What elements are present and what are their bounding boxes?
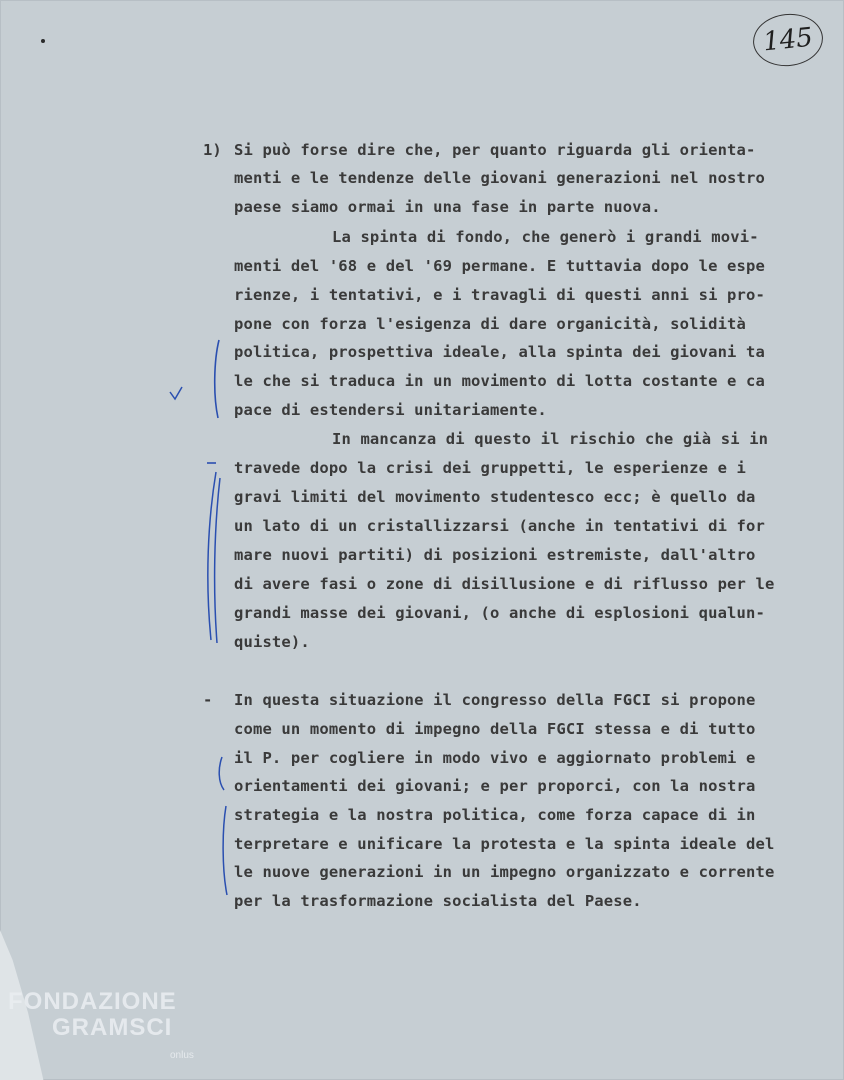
text-line: pone con forza l'esigenza di dare organicità, solidità (234, 315, 747, 333)
watermark-line-1: FONDAZIONE (8, 988, 177, 1015)
paragraph-marker: 1) (203, 141, 222, 159)
text-line: come un momento di impegno della FGCI stessa e di tutto (234, 720, 756, 738)
text-line: Si può forse dire che, per quanto riguarda gli orienta- (234, 141, 756, 159)
text-line: un lato di un cristallizzarsi (anche in tentativi di for (234, 517, 765, 535)
text-line: le che si traduca in un movimento di lotta costante e ca (234, 372, 765, 390)
text-line: il P. per cogliere in modo vivo e aggiornato problemi e (234, 749, 756, 767)
page-number: 145 (750, 10, 825, 69)
text-line: In mancanza di questo il rischio che già si in (332, 430, 769, 448)
text-line: paese siamo ormai in una fase in parte nuova. (234, 198, 661, 216)
text-line: strategia e la nostra politica, come forza capace di in (234, 806, 756, 824)
text-line: travede dopo la crisi dei gruppetti, le esperienze e i (234, 459, 747, 477)
text-line: mare nuovi partiti) di posizioni estremiste, dall'altro (234, 546, 756, 564)
text-line: pace di estendersi unitariamente. (234, 401, 547, 419)
text-line: menti del '68 e del '69 permane. E tuttavia dopo le espe (234, 257, 765, 275)
text-line: orientamenti dei giovani; e per proporci, con la nostra (234, 777, 756, 795)
text-line: politica, prospettiva ideale, alla spinta dei giovani ta (234, 343, 765, 361)
text-line: le nuove generazioni in un impegno organizzato e corrente (234, 863, 775, 881)
text-line: terpretare e unificare la protesta e la spinta ideale del (234, 835, 775, 853)
watermark-line-2: GRAMSCI (52, 1014, 173, 1041)
paragraph-marker: - (203, 691, 213, 709)
text-line: rienze, i tentativi, e i travagli di questi anni si pro- (234, 286, 765, 304)
text-line: di avere fasi o zone di disillusione e di riflusso per le (234, 575, 775, 593)
text-line: grandi masse dei giovani, (o anche di esplosioni qualun- (234, 604, 765, 622)
text-line: La spinta di fondo, che generò i grandi movi- (332, 228, 759, 246)
text-line: per la trasformazione socialista del Paese. (234, 892, 642, 910)
text-line: quiste). (234, 633, 310, 651)
text-line: gravi limiti del movimento studentesco ecc; è quello da (234, 488, 756, 506)
text-line: In questa situazione il congresso della FGCI si propone (234, 691, 756, 709)
text-line: menti e le tendenze delle giovani generazioni nel nostro (234, 169, 765, 187)
watermark-line-3: onlus (170, 1050, 194, 1061)
